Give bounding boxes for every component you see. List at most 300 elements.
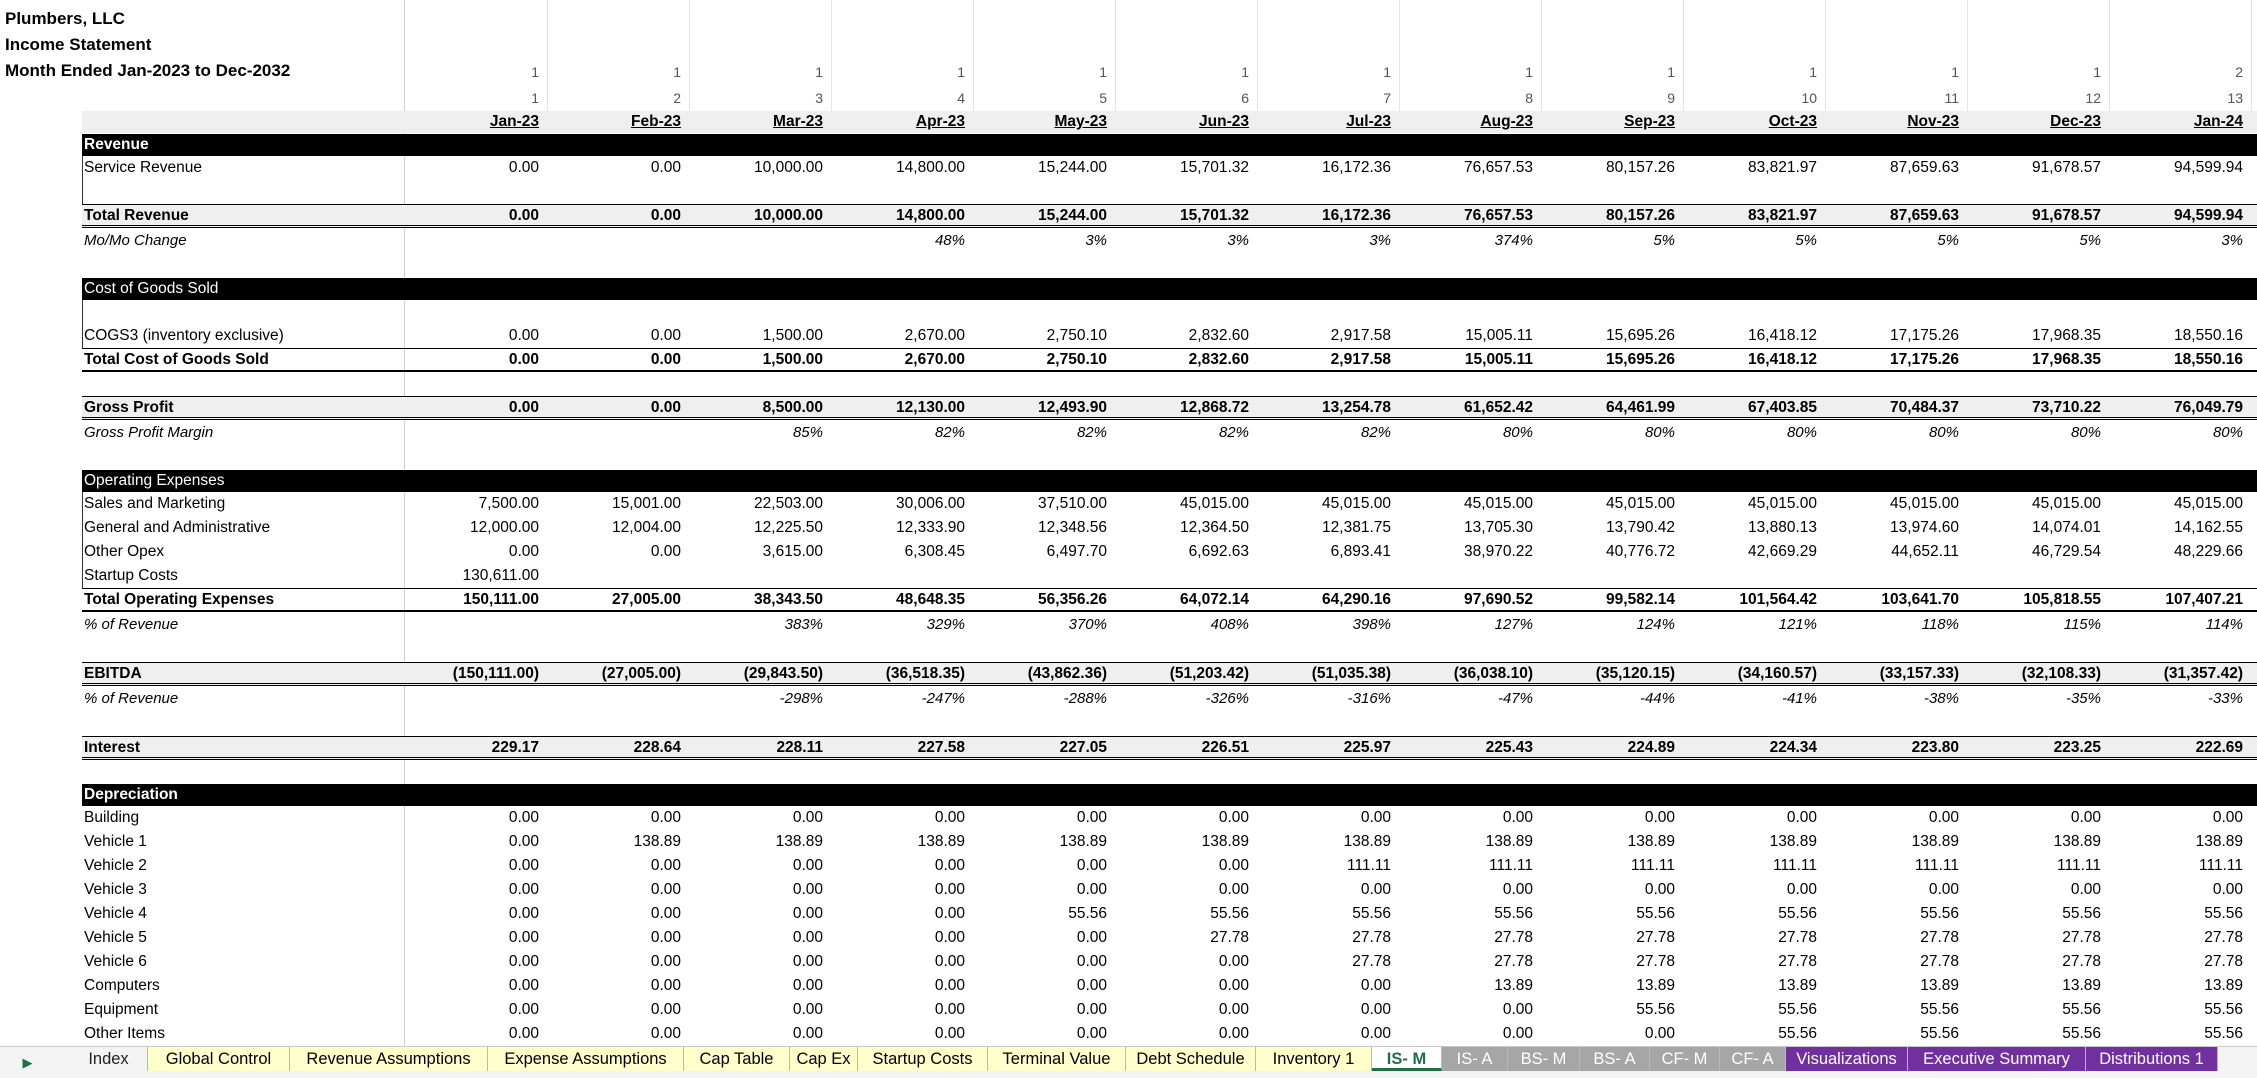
value-cell[interactable]: 138.89 xyxy=(1343,833,1391,850)
value-cell[interactable]: 87,659.63 xyxy=(1890,207,1959,224)
value-cell[interactable]: 27.78 xyxy=(1920,953,1959,970)
value-cell[interactable]: 0.00 xyxy=(508,881,539,898)
value-cell[interactable]: 0.00 xyxy=(1786,809,1817,826)
value-cell[interactable]: 55.56 xyxy=(1778,1001,1817,1018)
value-cell[interactable]: 61,652.42 xyxy=(1464,399,1533,416)
value-cell[interactable]: 0.00 xyxy=(2212,881,2243,898)
value-cell[interactable]: 6,308.45 xyxy=(904,543,965,560)
value-cell[interactable]: 13.89 xyxy=(1636,977,1675,994)
value-cell[interactable]: 15,695.26 xyxy=(1606,351,1675,368)
value-cell[interactable] xyxy=(2113,564,2243,588)
value-cell[interactable]: 82% xyxy=(934,424,965,441)
value-cell[interactable]: 45,015.00 xyxy=(1748,495,1817,512)
value-cell[interactable]: 0.00 xyxy=(1076,929,1107,946)
value-cell[interactable]: 13.89 xyxy=(1778,977,1817,994)
row-label[interactable]: Startup Costs xyxy=(84,567,178,584)
value-cell[interactable]: 12,364.50 xyxy=(1180,519,1249,536)
value-cell[interactable]: 64,072.14 xyxy=(1180,591,1249,608)
value-cell[interactable]: 0.00 xyxy=(650,351,681,368)
value-cell[interactable]: 80% xyxy=(2212,424,2243,441)
month-header-cell[interactable]: Mar-23 xyxy=(773,113,823,130)
value-cell[interactable]: 5% xyxy=(2079,232,2101,249)
value-cell[interactable]: 0.00 xyxy=(1360,881,1391,898)
value-cell[interactable]: 228.11 xyxy=(776,739,823,756)
value-cell[interactable]: 55.56 xyxy=(1494,905,1533,922)
value-cell[interactable]: 83,821.97 xyxy=(1748,159,1817,176)
value-cell[interactable]: 383% xyxy=(784,616,823,633)
value-cell[interactable]: 55.56 xyxy=(1920,1001,1959,1018)
value-cell[interactable]: 6,497.70 xyxy=(1046,543,1107,560)
value-cell[interactable]: 5% xyxy=(1653,232,1675,249)
value-cell[interactable]: 13,790.42 xyxy=(1606,519,1675,536)
value-cell[interactable]: 0.00 xyxy=(1218,1025,1249,1042)
value-cell[interactable]: 1,500.00 xyxy=(762,327,823,344)
value-cell[interactable]: 103,641.70 xyxy=(1881,591,1959,608)
value-cell[interactable]: (36,038.10) xyxy=(1453,665,1533,682)
month-header-cell[interactable]: Nov-23 xyxy=(1907,113,1959,130)
value-cell[interactable]: (36,518.35) xyxy=(885,665,965,682)
value-cell[interactable]: 0.00 xyxy=(1644,881,1675,898)
value-cell[interactable]: 13.89 xyxy=(2062,977,2101,994)
sheet-tab-global-control[interactable]: Global Control xyxy=(148,1047,290,1071)
value-cell[interactable]: 0.00 xyxy=(650,905,681,922)
value-cell[interactable]: 0.00 xyxy=(792,857,823,874)
value-cell[interactable]: 0.00 xyxy=(2070,809,2101,826)
month-header-cell[interactable]: Apr-23 xyxy=(915,113,965,130)
value-cell[interactable]: 91,678.57 xyxy=(2032,159,2101,176)
value-cell[interactable]: 6,893.41 xyxy=(1330,543,1391,560)
value-cell[interactable]: 99,582.14 xyxy=(1606,591,1675,608)
sheet-tab-inventory-1[interactable]: Inventory 1 xyxy=(1256,1047,1372,1071)
value-cell[interactable]: 80,157.26 xyxy=(1606,207,1675,224)
value-cell[interactable]: (32,108.33) xyxy=(2021,665,2101,682)
value-cell[interactable]: 111.11 xyxy=(2199,857,2243,874)
month-header-cell[interactable]: Aug-23 xyxy=(1480,113,1533,130)
value-cell[interactable]: 55.56 xyxy=(2062,1001,2101,1018)
value-cell[interactable]: 30,006.00 xyxy=(896,495,965,512)
value-cell[interactable]: 8,500.00 xyxy=(762,399,823,416)
value-cell[interactable]: 13,974.60 xyxy=(1890,519,1959,536)
value-cell[interactable]: 0.00 xyxy=(1076,881,1107,898)
row-label[interactable]: Other Items xyxy=(84,1025,165,1042)
value-cell[interactable]: 44,652.11 xyxy=(1891,543,1959,560)
value-cell[interactable]: 40,776.72 xyxy=(1606,543,1675,560)
value-cell[interactable]: 0.00 xyxy=(934,977,965,994)
value-cell[interactable]: 227.05 xyxy=(1059,739,1107,756)
sheet-tab-index[interactable]: Index xyxy=(70,1047,148,1071)
value-cell[interactable]: 0.00 xyxy=(508,543,539,560)
value-cell[interactable]: 0.00 xyxy=(650,159,681,176)
value-cell[interactable]: 42,669.29 xyxy=(1748,543,1817,560)
value-cell[interactable]: 15,005.11 xyxy=(1464,351,1533,368)
value-cell[interactable]: 229.17 xyxy=(491,739,539,756)
value-cell[interactable]: (51,203.42) xyxy=(1169,665,1249,682)
value-cell[interactable]: 55.56 xyxy=(1352,905,1391,922)
value-cell[interactable]: 111.11 xyxy=(1915,857,1959,874)
value-cell[interactable]: 17,968.35 xyxy=(2032,351,2101,368)
value-cell[interactable]: 15,701.32 xyxy=(1180,159,1249,176)
row-label[interactable] xyxy=(84,760,402,784)
row-label[interactable]: Vehicle 1 xyxy=(84,833,147,850)
value-cell[interactable]: 0.00 xyxy=(1218,953,1249,970)
value-cell[interactable]: 22,503.00 xyxy=(754,495,823,512)
value-cell[interactable]: 55.56 xyxy=(1920,1025,1959,1042)
value-cell[interactable]: 0.00 xyxy=(650,929,681,946)
row-label[interactable]: Building xyxy=(84,809,140,826)
value-cell[interactable]: 12,493.90 xyxy=(1038,399,1107,416)
sheet-tab-bs-m[interactable]: BS- M xyxy=(1508,1047,1580,1071)
value-cell[interactable]: -38% xyxy=(1923,690,1959,707)
value-cell[interactable]: 80% xyxy=(1644,424,1675,441)
value-cell[interactable]: 27.78 xyxy=(1352,953,1391,970)
value-cell[interactable]: 0.00 xyxy=(1360,1001,1391,1018)
value-cell[interactable]: -247% xyxy=(921,690,965,707)
value-cell[interactable]: 27.78 xyxy=(1778,929,1817,946)
value-cell[interactable]: 15,695.26 xyxy=(1606,327,1675,344)
sheet-tab-startup-costs[interactable]: Startup Costs xyxy=(858,1047,988,1071)
value-cell[interactable]: (29,843.50) xyxy=(743,665,823,682)
value-cell[interactable]: -298% xyxy=(779,690,823,707)
value-cell[interactable]: 14,800.00 xyxy=(896,159,965,176)
value-cell[interactable]: 18,550.16 xyxy=(2174,327,2243,344)
value-cell[interactable]: 56,356.26 xyxy=(1038,591,1107,608)
value-cell[interactable]: (34,160.57) xyxy=(1737,665,1817,682)
value-cell[interactable]: 124% xyxy=(1636,616,1675,633)
value-cell[interactable] xyxy=(409,420,539,446)
value-cell[interactable]: 0.00 xyxy=(1644,809,1675,826)
value-cell[interactable] xyxy=(1687,564,1817,588)
value-cell[interactable]: 0.00 xyxy=(1076,857,1107,874)
value-cell[interactable]: 101,564.42 xyxy=(1739,591,1817,608)
row-label[interactable]: Total Operating Expenses xyxy=(84,591,275,608)
value-cell[interactable]: 2,670.00 xyxy=(904,327,965,344)
value-cell[interactable]: 398% xyxy=(1352,616,1391,633)
value-cell[interactable]: 80% xyxy=(1928,424,1959,441)
row-label[interactable]: Vehicle 5 xyxy=(84,929,147,946)
value-cell[interactable]: 0.00 xyxy=(508,833,539,850)
row-label[interactable]: % of Revenue xyxy=(84,690,179,707)
value-cell[interactable]: 0.00 xyxy=(508,977,539,994)
value-cell[interactable]: 13.89 xyxy=(1920,977,1959,994)
value-cell[interactable]: 45,015.00 xyxy=(2174,495,2243,512)
value-cell[interactable]: 45,015.00 xyxy=(1322,495,1391,512)
value-cell[interactable]: 15,001.00 xyxy=(612,495,681,512)
value-cell[interactable]: -44% xyxy=(1639,690,1675,707)
sheet-tab-cap-ex[interactable]: Cap Ex xyxy=(790,1047,858,1071)
value-cell[interactable]: 94,599.94 xyxy=(2174,159,2243,176)
value-cell[interactable] xyxy=(551,420,681,446)
value-cell[interactable]: 15,005.11 xyxy=(1465,327,1533,344)
value-cell[interactable]: 0.00 xyxy=(1786,881,1817,898)
value-cell[interactable]: 2,917.58 xyxy=(1330,351,1391,368)
value-cell[interactable]: -316% xyxy=(1347,690,1391,707)
sheet-tab-debt-schedule[interactable]: Debt Schedule xyxy=(1126,1047,1256,1071)
value-cell[interactable]: 5% xyxy=(1937,232,1959,249)
value-cell[interactable]: 15,244.00 xyxy=(1038,207,1107,224)
value-cell[interactable]: 222.69 xyxy=(2195,739,2243,756)
value-cell[interactable]: 82% xyxy=(1218,424,1249,441)
scroll-tabs-right-icon[interactable]: ▶ xyxy=(22,1055,33,1070)
value-cell[interactable]: 0.00 xyxy=(1218,977,1249,994)
value-cell[interactable]: 0.00 xyxy=(650,953,681,970)
value-cell[interactable]: 0.00 xyxy=(792,1001,823,1018)
value-cell[interactable]: 0.00 xyxy=(508,857,539,874)
row-label[interactable] xyxy=(84,180,402,204)
value-cell[interactable]: 0.00 xyxy=(934,929,965,946)
value-cell[interactable] xyxy=(693,564,823,588)
value-cell[interactable]: 85% xyxy=(792,424,823,441)
value-cell[interactable]: -33% xyxy=(2207,690,2243,707)
sheet-tab-is-a[interactable]: IS- A xyxy=(1442,1047,1508,1071)
row-label[interactable]: General and Administrative xyxy=(84,519,271,536)
value-cell[interactable]: 0.00 xyxy=(792,905,823,922)
row-label[interactable]: EBITDA xyxy=(84,665,142,682)
value-cell[interactable]: 3% xyxy=(2221,232,2243,249)
value-cell[interactable]: 0.00 xyxy=(934,809,965,826)
value-cell[interactable]: 2,670.00 xyxy=(904,351,965,368)
value-cell[interactable]: 27.78 xyxy=(2062,929,2101,946)
value-cell[interactable]: 0.00 xyxy=(934,1001,965,1018)
value-cell[interactable]: 0.00 xyxy=(1502,1001,1533,1018)
value-cell[interactable]: 0.00 xyxy=(1218,857,1249,874)
row-label[interactable]: Depreciation xyxy=(84,786,178,803)
value-cell[interactable]: 67,403.85 xyxy=(1748,399,1817,416)
value-cell[interactable]: 0.00 xyxy=(508,1025,539,1042)
value-cell[interactable]: 3% xyxy=(1369,232,1391,249)
value-cell[interactable]: (150,111.00) xyxy=(452,665,539,682)
sheet-tab-expense-assumptions[interactable]: Expense Assumptions xyxy=(488,1047,684,1071)
value-cell[interactable]: 17,175.26 xyxy=(1890,351,1959,368)
value-cell[interactable]: 14,162.55 xyxy=(2174,519,2243,536)
value-cell[interactable]: 76,657.53 xyxy=(1464,159,1533,176)
value-cell[interactable]: 45,015.00 xyxy=(2032,495,2101,512)
value-cell[interactable]: 15,701.32 xyxy=(1180,207,1249,224)
value-cell[interactable]: 0.00 xyxy=(1360,1025,1391,1042)
value-cell[interactable]: 0.00 xyxy=(2070,881,2101,898)
row-label[interactable] xyxy=(84,712,402,736)
value-cell[interactable]: 115% xyxy=(2063,616,2101,633)
value-cell[interactable]: 13,254.78 xyxy=(1322,399,1391,416)
value-cell[interactable] xyxy=(977,564,1107,588)
value-cell[interactable] xyxy=(1829,564,1959,588)
value-cell[interactable]: 0.00 xyxy=(1218,809,1249,826)
value-cell[interactable]: 150,111.00 xyxy=(463,591,539,608)
value-cell[interactable]: 55.56 xyxy=(1778,1025,1817,1042)
value-cell[interactable]: 0.00 xyxy=(1928,881,1959,898)
value-cell[interactable]: 48,648.35 xyxy=(896,591,965,608)
value-cell[interactable]: 16,172.36 xyxy=(1322,159,1391,176)
value-cell[interactable]: 12,381.75 xyxy=(1322,519,1391,536)
value-cell[interactable]: 3% xyxy=(1227,232,1249,249)
value-cell[interactable]: 13.89 xyxy=(2204,977,2243,994)
value-cell[interactable]: 27.78 xyxy=(1636,929,1675,946)
value-cell[interactable]: 370% xyxy=(1068,616,1107,633)
month-header-cell[interactable]: Jun-23 xyxy=(1199,113,1249,130)
value-cell[interactable]: 27.78 xyxy=(1778,953,1817,970)
month-header-cell[interactable]: May-23 xyxy=(1054,113,1107,130)
value-cell[interactable]: 0.00 xyxy=(934,881,965,898)
value-cell[interactable]: 0.00 xyxy=(792,953,823,970)
value-cell[interactable]: 0.00 xyxy=(1360,809,1391,826)
value-cell[interactable]: 15,244.00 xyxy=(1038,159,1107,176)
value-cell[interactable]: 2,832.60 xyxy=(1188,351,1249,368)
value-cell[interactable] xyxy=(835,564,965,588)
value-cell[interactable]: 13,880.13 xyxy=(1748,519,1817,536)
value-cell[interactable] xyxy=(551,228,681,254)
value-cell[interactable]: 6,692.63 xyxy=(1188,543,1249,560)
value-cell[interactable]: 83,821.97 xyxy=(1748,207,1817,224)
month-header-cell[interactable]: Dec-23 xyxy=(2050,113,2101,130)
value-cell[interactable]: 2,750.10 xyxy=(1046,327,1107,344)
value-cell[interactable]: 27.78 xyxy=(1920,929,1959,946)
value-cell[interactable]: 0.00 xyxy=(508,929,539,946)
value-cell[interactable]: 55.56 xyxy=(1920,905,1959,922)
value-cell[interactable]: 0.00 xyxy=(650,977,681,994)
value-cell[interactable]: 55.56 xyxy=(2204,905,2243,922)
value-cell[interactable]: 27.78 xyxy=(2204,929,2243,946)
value-cell[interactable]: 223.25 xyxy=(2053,739,2101,756)
month-header-cell[interactable]: Jul-23 xyxy=(1346,113,1391,130)
value-cell[interactable]: 0.00 xyxy=(508,953,539,970)
value-cell[interactable]: 76,049.79 xyxy=(2174,399,2243,416)
value-cell[interactable]: 80% xyxy=(1786,424,1817,441)
value-cell[interactable]: 14,074.01 xyxy=(2032,519,2101,536)
value-cell[interactable]: 111.11 xyxy=(1773,857,1817,874)
value-cell[interactable]: 227.58 xyxy=(917,739,965,756)
value-cell[interactable]: 127% xyxy=(1494,616,1533,633)
row-label[interactable]: Service Revenue xyxy=(84,159,203,176)
value-cell[interactable]: 138.89 xyxy=(1769,833,1817,850)
month-header-cell[interactable]: Jan-23 xyxy=(489,113,539,130)
row-label[interactable]: % of Revenue xyxy=(84,616,179,633)
value-cell[interactable]: 138.89 xyxy=(775,833,823,850)
value-cell[interactable] xyxy=(1403,564,1533,588)
value-cell[interactable]: 10,000.00 xyxy=(754,159,823,176)
value-cell[interactable]: 0.00 xyxy=(792,809,823,826)
value-cell[interactable]: 118% xyxy=(1921,616,1959,633)
row-label[interactable]: Operating Expenses xyxy=(84,472,225,489)
value-cell[interactable] xyxy=(1119,564,1249,588)
value-cell[interactable]: 55.56 xyxy=(2062,1025,2101,1042)
value-cell[interactable]: 408% xyxy=(1210,616,1249,633)
value-cell[interactable]: 138.89 xyxy=(1059,833,1107,850)
value-cell[interactable]: 18,550.16 xyxy=(2174,351,2243,368)
value-cell[interactable]: 111.11 xyxy=(2057,857,2101,874)
value-cell[interactable]: 55.56 xyxy=(1778,905,1817,922)
sheet-tab-is-m[interactable]: IS- M xyxy=(1372,1047,1442,1071)
value-cell[interactable]: 2,832.60 xyxy=(1188,327,1249,344)
value-cell[interactable]: 38,970.22 xyxy=(1464,543,1533,560)
value-cell[interactable]: 0.00 xyxy=(792,881,823,898)
value-cell[interactable]: 225.43 xyxy=(1485,739,1533,756)
value-cell[interactable]: 0.00 xyxy=(650,543,681,560)
value-cell[interactable]: (31,357.42) xyxy=(2163,665,2243,682)
value-cell[interactable]: 0.00 xyxy=(1502,1025,1533,1042)
value-cell[interactable]: 12,348.56 xyxy=(1038,519,1107,536)
value-cell[interactable]: 87,659.63 xyxy=(1890,159,1959,176)
value-cell[interactable]: 107,407.21 xyxy=(2165,591,2243,608)
value-cell[interactable]: 46,729.54 xyxy=(2032,543,2101,560)
value-cell[interactable]: 0.00 xyxy=(1644,1025,1675,1042)
value-cell[interactable]: 0.00 xyxy=(650,207,681,224)
value-cell[interactable]: -35% xyxy=(2065,690,2101,707)
value-cell[interactable]: 223.80 xyxy=(1911,739,1959,756)
value-cell[interactable]: 64,461.99 xyxy=(1606,399,1675,416)
value-cell[interactable]: 12,000.00 xyxy=(470,519,539,536)
value-cell[interactable]: 55.56 xyxy=(1636,905,1675,922)
value-cell[interactable] xyxy=(693,228,823,254)
row-label[interactable]: Interest xyxy=(84,739,140,756)
value-cell[interactable]: 0.00 xyxy=(508,207,539,224)
month-header-cell[interactable]: Sep-23 xyxy=(1624,113,1675,130)
value-cell[interactable]: 12,333.90 xyxy=(896,519,965,536)
value-cell[interactable]: 0.00 xyxy=(792,929,823,946)
value-cell[interactable]: 16,418.12 xyxy=(1748,351,1817,368)
value-cell[interactable]: (35,120.15) xyxy=(1595,665,1675,682)
value-cell[interactable]: 16,172.36 xyxy=(1322,207,1391,224)
value-cell[interactable]: 0.00 xyxy=(934,1025,965,1042)
row-label[interactable] xyxy=(84,254,402,278)
value-cell[interactable]: 97,690.52 xyxy=(1464,591,1533,608)
value-cell[interactable]: 329% xyxy=(926,616,965,633)
value-cell[interactable]: 0.00 xyxy=(1076,1001,1107,1018)
value-cell[interactable] xyxy=(551,612,681,638)
value-cell[interactable]: 2,750.10 xyxy=(1046,351,1107,368)
value-cell[interactable]: 114% xyxy=(2205,616,2243,633)
value-cell[interactable]: 12,130.00 xyxy=(896,399,965,416)
value-cell[interactable] xyxy=(409,686,539,712)
value-cell[interactable] xyxy=(1261,564,1391,588)
value-cell[interactable]: 0.00 xyxy=(508,809,539,826)
row-label[interactable] xyxy=(84,372,402,396)
value-cell[interactable] xyxy=(409,228,539,254)
sheet-tab-cap-table[interactable]: Cap Table xyxy=(684,1047,790,1071)
value-cell[interactable]: 17,175.26 xyxy=(1890,327,1959,344)
value-cell[interactable]: 0.00 xyxy=(934,953,965,970)
value-cell[interactable]: (43,862.36) xyxy=(1027,665,1107,682)
value-cell[interactable]: 2,917.58 xyxy=(1330,327,1391,344)
row-label[interactable]: Total Cost of Goods Sold xyxy=(84,351,269,368)
value-cell[interactable]: 138.89 xyxy=(1201,833,1249,850)
value-cell[interactable]: 12,004.00 xyxy=(612,519,681,536)
value-cell[interactable]: 0.00 xyxy=(508,399,539,416)
value-cell[interactable]: 48,229.66 xyxy=(2174,543,2243,560)
value-cell[interactable]: 91,678.57 xyxy=(2032,207,2101,224)
row-label[interactable] xyxy=(84,446,402,470)
sheet-tab-terminal-value[interactable]: Terminal Value xyxy=(988,1047,1126,1071)
value-cell[interactable]: 13,705.30 xyxy=(1464,519,1533,536)
value-cell[interactable]: 45,015.00 xyxy=(1606,495,1675,512)
value-cell[interactable]: 82% xyxy=(1076,424,1107,441)
value-cell[interactable]: 0.00 xyxy=(1076,1025,1107,1042)
row-label[interactable]: Sales and Marketing xyxy=(84,495,226,512)
value-cell[interactable] xyxy=(409,612,539,638)
row-label[interactable]: Gross Profit xyxy=(84,399,174,416)
value-cell[interactable]: 0.00 xyxy=(1076,809,1107,826)
value-cell[interactable]: 138.89 xyxy=(2053,833,2101,850)
month-header-cell[interactable]: Oct-23 xyxy=(1768,113,1817,130)
value-cell[interactable]: 138.89 xyxy=(2195,833,2243,850)
value-cell[interactable]: 0.00 xyxy=(650,399,681,416)
row-label[interactable]: Computers xyxy=(84,977,160,994)
value-cell[interactable]: 374% xyxy=(1494,232,1533,249)
value-cell[interactable]: 0.00 xyxy=(650,881,681,898)
value-cell[interactable]: (27,005.00) xyxy=(601,665,681,682)
month-header-cell[interactable]: Feb-23 xyxy=(631,113,681,130)
month-header-cell[interactable]: Jan-24 xyxy=(2193,113,2243,130)
value-cell[interactable]: 0.00 xyxy=(508,159,539,176)
row-label[interactable]: Vehicle 4 xyxy=(84,905,147,922)
